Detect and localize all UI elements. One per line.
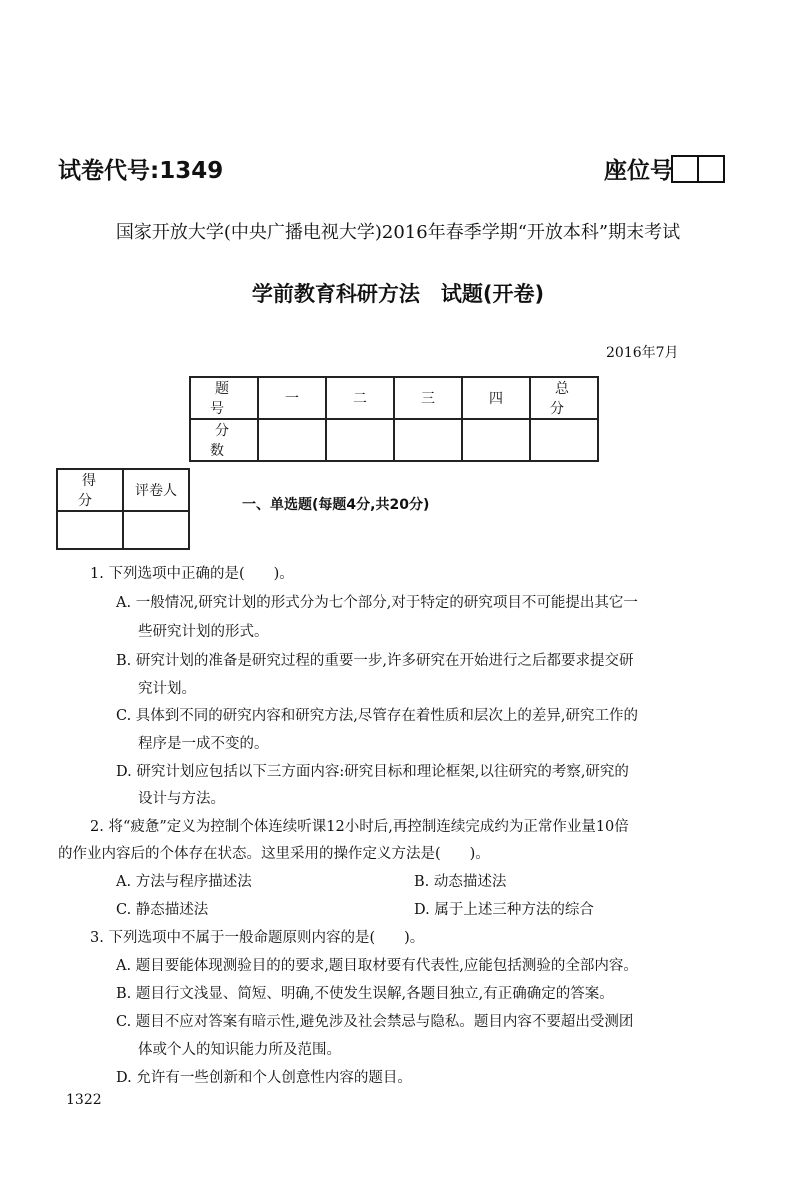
grader-score-cell[interactable] xyxy=(57,511,123,549)
question-2-option-d: D. 属于上述三种方法的综合 xyxy=(414,902,594,918)
question-1-option-c: C. 具体到不同的研究内容和研究方法,尽管存在着性质和层次上的差异,研究工作的 xyxy=(116,708,639,724)
question-3-option-a: A. 题目要能体现测验目的的要求,题目取材要有代表性,应能包括测验的全部内容。 xyxy=(116,958,638,974)
question-1-option-a: A. 一般情况,研究计划的形式分为七个部分,对于特定的研究项目不可能提出其它一 xyxy=(116,595,638,611)
score-table xyxy=(189,376,611,462)
score-table-total: 总 分 xyxy=(530,377,598,419)
paper-title: 学前教育科研方法 试题(开卷) xyxy=(251,282,545,306)
question-1-option-b-cont: 究计划。 xyxy=(138,681,196,697)
question-3-option-b: B. 题目行文浅显、简短、明确,不使发生误解,各题目独立,有正确确定的答案。 xyxy=(116,986,614,1002)
grader-name-cell[interactable] xyxy=(123,511,189,549)
seat-box xyxy=(697,155,725,183)
grader-name-header: 评卷人 xyxy=(123,469,189,511)
question-2-stem-cont: 的作业内容后的个体存在状态。这里采用的操作定义方法是( )。 xyxy=(58,846,490,862)
question-3-option-c-cont: 体或个人的知识能力所及范围。 xyxy=(138,1042,341,1058)
question-3-stem: 3. 下列选项中不属于一般命题原则内容的是( )。 xyxy=(90,930,425,946)
question-1-option-b: B. 研究计划的准备是研究过程的重要一步,许多研究在开始进行之后都要求提交研 xyxy=(116,653,634,669)
section-title: 一、单选题(每题4分,共20分) xyxy=(242,497,430,513)
seat-label: 座位号 xyxy=(604,158,673,184)
question-1-stem: 1. 下列选项中正确的是( )。 xyxy=(90,566,294,582)
score-table-header: 题 号 xyxy=(190,377,258,419)
question-2-option-b: B. 动态描述法 xyxy=(414,874,507,890)
score-cell[interactable] xyxy=(326,419,394,461)
question-1-option-d: D. 研究计划应包括以下三方面内容:研究目标和理论框架,以往研究的考察,研究的 xyxy=(116,764,629,780)
exam-heading: 国家开放大学(中央广播电视大学)2016年春季学期“开放本科”期末考试 xyxy=(115,222,681,243)
score-cell[interactable] xyxy=(394,419,462,461)
grader-score-header: 得 分 xyxy=(57,469,123,511)
question-3-option-d: D. 允许有一些创新和个人创意性内容的题目。 xyxy=(116,1070,412,1086)
grader-table xyxy=(56,468,190,550)
paper-code: 试卷代号:1349 xyxy=(58,158,224,184)
score-table-col: 四 xyxy=(462,377,530,419)
question-2-stem: 2. 将“疲惫”定义为控制个体连续听课12小时后,再控制连续完成约为正常作业量10倍 xyxy=(90,819,629,835)
question-3-option-c: C. 题目不应对答案有暗示性,避免涉及社会禁忌与隐私。题目内容不要超出受测团 xyxy=(116,1014,634,1030)
question-1-option-d-cont: 设计与方法。 xyxy=(138,791,225,807)
seat-number xyxy=(604,152,725,185)
seat-box xyxy=(671,155,699,183)
page-number: 1322 xyxy=(66,1092,102,1108)
question-1-option-c-cont: 程序是一成不变的。 xyxy=(138,736,269,752)
score-cell[interactable] xyxy=(462,419,530,461)
score-table-col: 一 xyxy=(258,377,326,419)
question-2-option-a: A. 方法与程序描述法 xyxy=(116,874,252,890)
score-table-col: 三 xyxy=(394,377,462,419)
score-cell[interactable] xyxy=(530,419,598,461)
question-2-option-c: C. 静态描述法 xyxy=(116,902,209,918)
question-1-option-a-cont: 些研究计划的形式。 xyxy=(138,624,269,640)
score-table-row-label: 分 数 xyxy=(190,419,258,461)
score-table-col: 二 xyxy=(326,377,394,419)
exam-date: 2016年7月 xyxy=(606,345,679,361)
